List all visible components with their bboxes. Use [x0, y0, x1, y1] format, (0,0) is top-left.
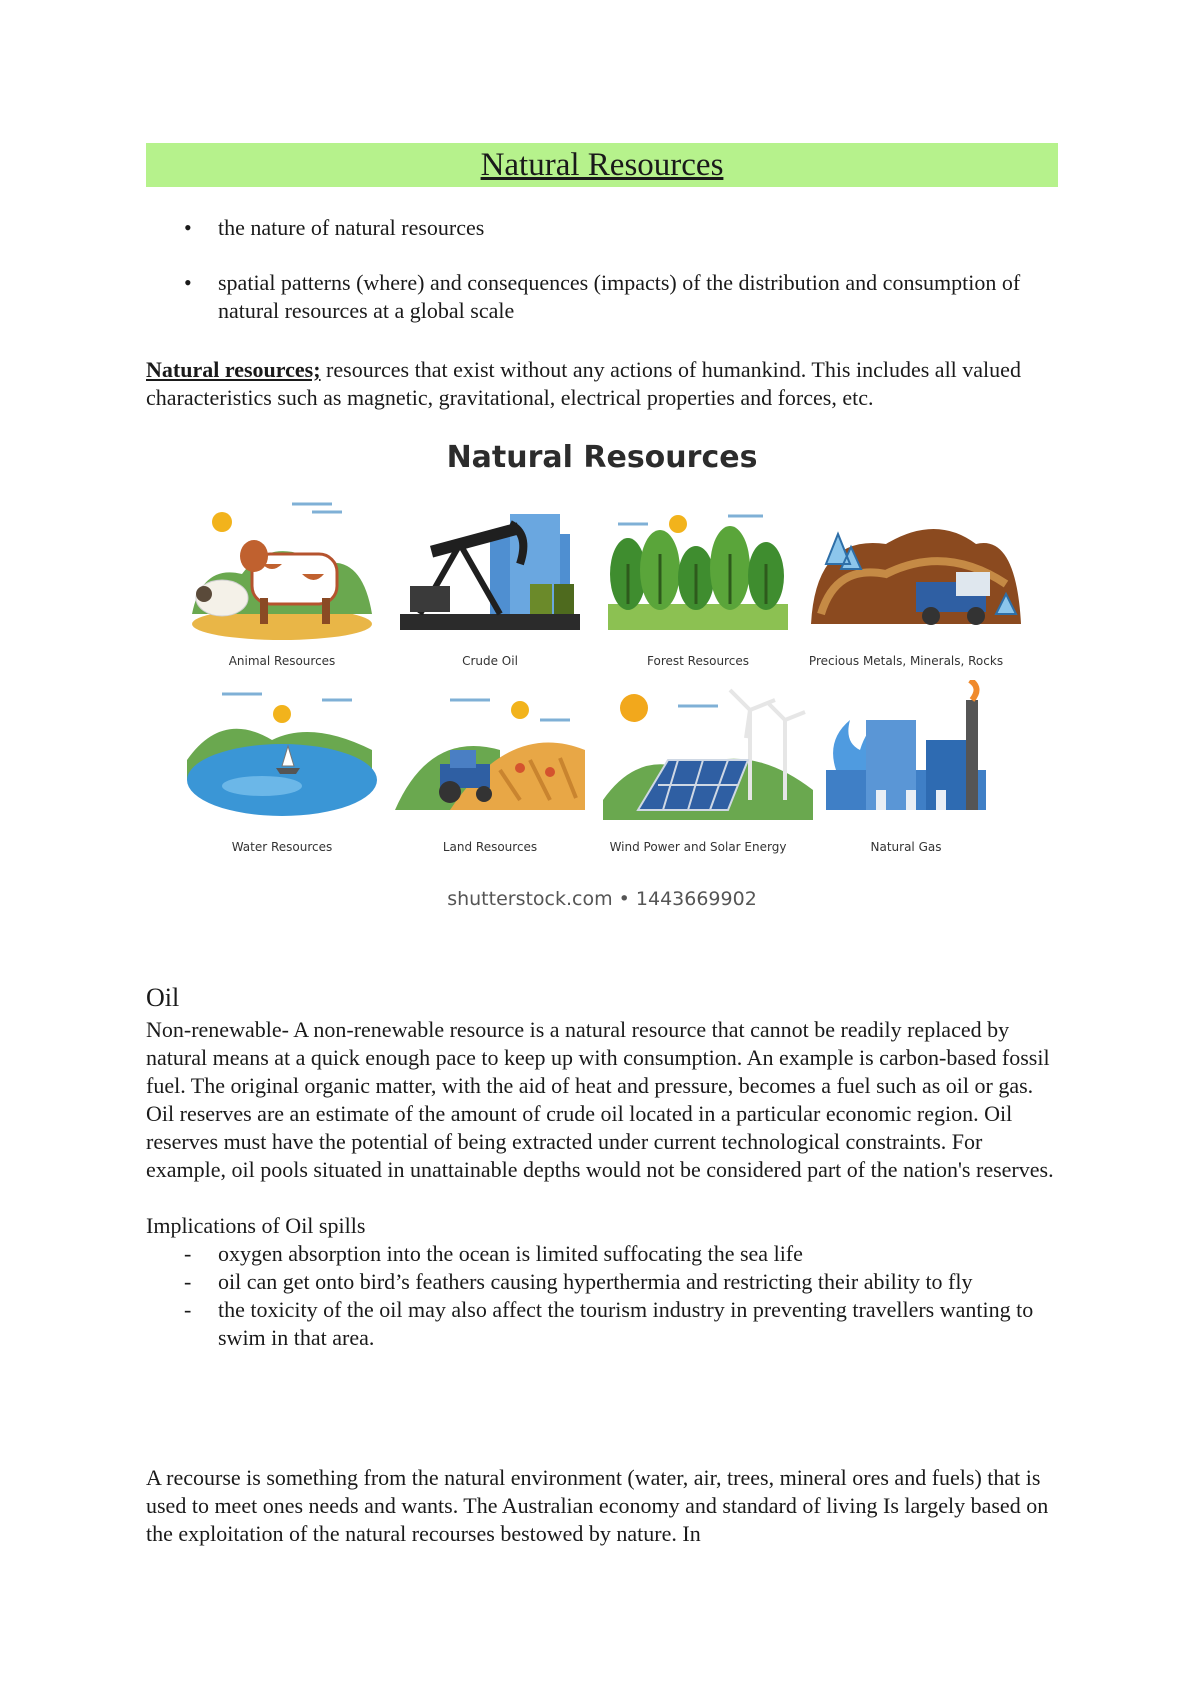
title-banner — [146, 143, 1058, 187]
tile-land-resources — [390, 680, 590, 854]
lake-boat-icon — [182, 680, 382, 830]
tile-crude-oil — [390, 494, 590, 668]
gas-plant-icon — [806, 680, 1006, 830]
tile-label: Precious Metals, Minerals, Rocks — [808, 654, 1004, 668]
oil-paragraph-2: Oil reserves are an estimate of the amount of crude oil located in a particular economic region. Oil reserves must have the potential of being extracted under current technological constraints. For example, oil pools situated in unattainable depths would not be considered part of the nation's reserves. — [146, 1101, 1054, 1182]
bullet-item: • spatial patterns (where) and consequences (impacts) of the distribution and consumption of natural resources at a global scale — [146, 269, 1046, 325]
tile-animal-resources — [182, 494, 382, 668]
oil-pump-icon — [390, 494, 590, 644]
tile-label: Natural Gas — [870, 840, 942, 854]
cow-sheep-icon — [182, 494, 382, 644]
recourse-paragraph: A recourse is something from the natural environment (water, air, trees, mineral ores and fuels) that is used to meet ones needs and wants. The Australian economy and standard of living Is largely based on the exploitation of the natural recourses bestowed by nature. In — [146, 1465, 1049, 1546]
oil-section — [146, 982, 1066, 1352]
tile-label: Animal Resources — [228, 654, 336, 668]
figure-title: Natural Resources — [446, 440, 758, 475]
wind-solar-icon — [598, 680, 818, 830]
bullet-item: • the nature of natural resources — [146, 214, 1046, 242]
tile-water-resources — [182, 680, 382, 854]
forest-icon — [598, 494, 798, 644]
oil-heading: Oil — [146, 983, 180, 1012]
tile-label: Water Resources — [231, 840, 333, 854]
tile-precious-metals — [806, 494, 1006, 668]
definition-paragraph — [146, 356, 1066, 412]
mine-truck-icon — [806, 494, 1026, 644]
tile-label: Crude Oil — [462, 654, 518, 668]
implication-item: - the toxicity of the oil may also affect the tourism industry in preventing travellers wanting to swim in that area. — [146, 1296, 1066, 1352]
implication-item: - oil can get onto bird’s feathers causing hyperthermia and restricting their ability to fly — [146, 1268, 1066, 1296]
tile-wind-solar — [598, 680, 798, 854]
definition-term: Natural resources; — [146, 357, 321, 382]
tractor-field-icon — [390, 680, 590, 830]
definition-text: resources that exist without any actions of humankind. This includes all valued characteristics such as magnetic, gravitational, electrical properties and forces, etc. — [146, 357, 1021, 410]
tile-label: Forest Resources — [647, 654, 749, 668]
page-title: Natural Resources — [480, 147, 724, 183]
image-watermark: shutterstock.com • 1443669902 — [447, 888, 757, 910]
implications-heading: Implications of Oil spills — [146, 1213, 366, 1238]
bullet-list — [146, 214, 1046, 352]
tile-natural-gas — [806, 680, 1006, 854]
tile-label: Wind Power and Solar Energy — [609, 840, 787, 854]
oil-paragraph-1: Non-renewable- A non-renewable resource is a natural resource that cannot be readily replaced by natural means at a quick enough pace to keep up with consumption. An example is carbon-based fossil fuel. The original organic matter, with the aid of heat and pressure, becomes a fuel such as oil or gas. — [146, 1017, 1050, 1098]
natural-resources-figure — [146, 430, 1058, 920]
tile-forest-resources — [598, 494, 798, 668]
implication-item: - oxygen absorption into the ocean is limited suffocating the sea life — [146, 1240, 1066, 1268]
tile-label: Land Resources — [442, 840, 538, 854]
